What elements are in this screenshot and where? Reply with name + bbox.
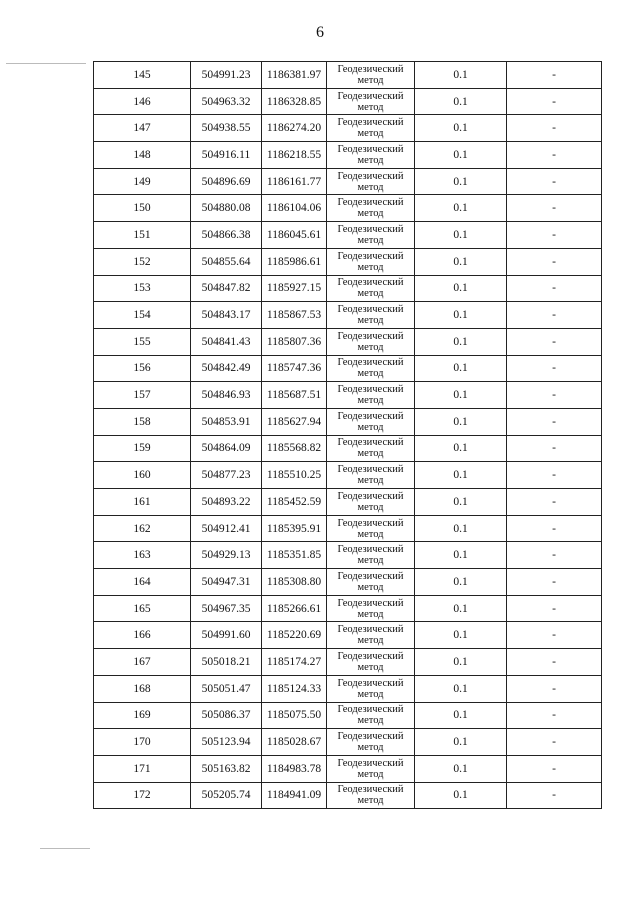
y-coordinate-cell: 1185867.53 (262, 302, 327, 329)
table-row (94, 275, 602, 302)
dash-cell: - (507, 115, 602, 142)
y-coordinate-cell: 1185351.85 (262, 542, 327, 569)
accuracy-cell: 0.1 (415, 622, 507, 649)
dash-cell: - (507, 435, 602, 462)
accuracy-cell: 0.1 (415, 195, 507, 222)
x-coordinate-cell: 504877.23 (191, 462, 262, 489)
dash-cell: - (507, 275, 602, 302)
accuracy-cell: 0.1 (415, 729, 507, 756)
point-number-cell: 164 (94, 569, 191, 596)
table-row (94, 302, 602, 329)
x-coordinate-cell: 504963.32 (191, 88, 262, 115)
point-number-cell: 146 (94, 88, 191, 115)
method-cell: Геодезический метод (327, 88, 415, 115)
accuracy-cell: 0.1 (415, 355, 507, 382)
point-number-cell: 147 (94, 115, 191, 142)
method-cell: Геодезический метод (327, 515, 415, 542)
point-number-cell: 156 (94, 355, 191, 382)
accuracy-cell: 0.1 (415, 489, 507, 516)
point-number-cell: 168 (94, 675, 191, 702)
dash-cell: - (507, 462, 602, 489)
coordinates-table-body (94, 62, 602, 809)
table-row (94, 115, 602, 142)
point-number-cell: 155 (94, 328, 191, 355)
x-coordinate-cell: 504893.22 (191, 489, 262, 516)
method-cell: Геодезический метод (327, 248, 415, 275)
y-coordinate-cell: 1185627.94 (262, 408, 327, 435)
table-row (94, 515, 602, 542)
table-row (94, 729, 602, 756)
point-number-cell: 152 (94, 248, 191, 275)
method-cell: Геодезический метод (327, 328, 415, 355)
dash-cell: - (507, 62, 602, 89)
point-number-cell: 159 (94, 435, 191, 462)
point-number-cell: 166 (94, 622, 191, 649)
method-cell: Геодезический метод (327, 462, 415, 489)
x-coordinate-cell: 504991.23 (191, 62, 262, 89)
table-row (94, 142, 602, 169)
dash-cell: - (507, 569, 602, 596)
y-coordinate-cell: 1186161.77 (262, 168, 327, 195)
dash-cell: - (507, 328, 602, 355)
method-cell: Геодезический метод (327, 755, 415, 782)
x-coordinate-cell: 504991.60 (191, 622, 262, 649)
x-coordinate-cell: 505051.47 (191, 675, 262, 702)
accuracy-cell: 0.1 (415, 62, 507, 89)
table-row (94, 782, 602, 809)
y-coordinate-cell: 1185308.80 (262, 569, 327, 596)
x-coordinate-cell: 505163.82 (191, 755, 262, 782)
accuracy-cell: 0.1 (415, 168, 507, 195)
y-coordinate-cell: 1184983.78 (262, 755, 327, 782)
dash-cell: - (507, 222, 602, 249)
dash-cell: - (507, 142, 602, 169)
accuracy-cell: 0.1 (415, 755, 507, 782)
point-number-cell: 148 (94, 142, 191, 169)
y-coordinate-cell: 1185747.36 (262, 355, 327, 382)
y-coordinate-cell: 1185568.82 (262, 435, 327, 462)
y-coordinate-cell: 1185075.50 (262, 702, 327, 729)
x-coordinate-cell: 504947.31 (191, 569, 262, 596)
dash-cell: - (507, 248, 602, 275)
accuracy-cell: 0.1 (415, 382, 507, 409)
method-cell: Геодезический метод (327, 489, 415, 516)
y-coordinate-cell: 1185807.36 (262, 328, 327, 355)
point-number-cell: 172 (94, 782, 191, 809)
table-row (94, 489, 602, 516)
x-coordinate-cell: 504842.49 (191, 355, 262, 382)
dash-cell: - (507, 729, 602, 756)
method-cell: Геодезический метод (327, 675, 415, 702)
method-cell: Геодезический метод (327, 435, 415, 462)
y-coordinate-cell: 1185395.91 (262, 515, 327, 542)
accuracy-cell: 0.1 (415, 702, 507, 729)
table-row (94, 435, 602, 462)
table-row (94, 328, 602, 355)
accuracy-cell: 0.1 (415, 222, 507, 249)
dash-cell: - (507, 515, 602, 542)
x-coordinate-cell: 505205.74 (191, 782, 262, 809)
table-row (94, 462, 602, 489)
x-coordinate-cell: 504880.08 (191, 195, 262, 222)
point-number-cell: 165 (94, 595, 191, 622)
table-row (94, 248, 602, 275)
x-coordinate-cell: 504841.43 (191, 328, 262, 355)
method-cell: Геодезический метод (327, 355, 415, 382)
dash-cell: - (507, 88, 602, 115)
method-cell: Геодезический метод (327, 622, 415, 649)
point-number-cell: 145 (94, 62, 191, 89)
table-row (94, 675, 602, 702)
y-coordinate-cell: 1185687.51 (262, 382, 327, 409)
table-row (94, 622, 602, 649)
table-row (94, 382, 602, 409)
accuracy-cell: 0.1 (415, 595, 507, 622)
accuracy-cell: 0.1 (415, 302, 507, 329)
table-row (94, 355, 602, 382)
dash-cell: - (507, 382, 602, 409)
x-coordinate-cell: 504855.64 (191, 248, 262, 275)
point-number-cell: 153 (94, 275, 191, 302)
table-row (94, 88, 602, 115)
method-cell: Геодезический метод (327, 302, 415, 329)
margin-mark (6, 63, 86, 64)
y-coordinate-cell: 1185028.67 (262, 729, 327, 756)
accuracy-cell: 0.1 (415, 515, 507, 542)
y-coordinate-cell: 1185986.61 (262, 248, 327, 275)
method-cell: Геодезический метод (327, 62, 415, 89)
method-cell: Геодезический метод (327, 569, 415, 596)
y-coordinate-cell: 1185452.59 (262, 489, 327, 516)
point-number-cell: 162 (94, 515, 191, 542)
x-coordinate-cell: 504929.13 (191, 542, 262, 569)
dash-cell: - (507, 782, 602, 809)
dash-cell: - (507, 649, 602, 676)
y-coordinate-cell: 1186328.85 (262, 88, 327, 115)
y-coordinate-cell: 1185174.27 (262, 649, 327, 676)
coordinates-table (93, 61, 602, 809)
dash-cell: - (507, 542, 602, 569)
dash-cell: - (507, 302, 602, 329)
y-coordinate-cell: 1186045.61 (262, 222, 327, 249)
point-number-cell: 161 (94, 489, 191, 516)
point-number-cell: 171 (94, 755, 191, 782)
dash-cell: - (507, 408, 602, 435)
accuracy-cell: 0.1 (415, 462, 507, 489)
dash-cell: - (507, 489, 602, 516)
y-coordinate-cell: 1185927.15 (262, 275, 327, 302)
x-coordinate-cell: 504864.09 (191, 435, 262, 462)
method-cell: Геодезический метод (327, 782, 415, 809)
y-coordinate-cell: 1185266.61 (262, 595, 327, 622)
accuracy-cell: 0.1 (415, 435, 507, 462)
x-coordinate-cell: 504847.82 (191, 275, 262, 302)
point-number-cell: 169 (94, 702, 191, 729)
dash-cell: - (507, 355, 602, 382)
method-cell: Геодезический метод (327, 702, 415, 729)
y-coordinate-cell: 1186381.97 (262, 62, 327, 89)
table-row (94, 569, 602, 596)
x-coordinate-cell: 504916.11 (191, 142, 262, 169)
table-row (94, 542, 602, 569)
y-coordinate-cell: 1185124.33 (262, 675, 327, 702)
x-coordinate-cell: 505018.21 (191, 649, 262, 676)
x-coordinate-cell: 504967.35 (191, 595, 262, 622)
point-number-cell: 157 (94, 382, 191, 409)
dash-cell: - (507, 595, 602, 622)
method-cell: Геодезический метод (327, 649, 415, 676)
table-row (94, 168, 602, 195)
accuracy-cell: 0.1 (415, 408, 507, 435)
table-row (94, 649, 602, 676)
point-number-cell: 170 (94, 729, 191, 756)
x-coordinate-cell: 504853.91 (191, 408, 262, 435)
x-coordinate-cell: 504843.17 (191, 302, 262, 329)
table-row (94, 195, 602, 222)
point-number-cell: 160 (94, 462, 191, 489)
accuracy-cell: 0.1 (415, 782, 507, 809)
y-coordinate-cell: 1186274.20 (262, 115, 327, 142)
x-coordinate-cell: 504912.41 (191, 515, 262, 542)
method-cell: Геодезический метод (327, 222, 415, 249)
dash-cell: - (507, 168, 602, 195)
method-cell: Геодезический метод (327, 382, 415, 409)
point-number-cell: 150 (94, 195, 191, 222)
accuracy-cell: 0.1 (415, 649, 507, 676)
dash-cell: - (507, 195, 602, 222)
point-number-cell: 158 (94, 408, 191, 435)
x-coordinate-cell: 505123.94 (191, 729, 262, 756)
y-coordinate-cell: 1185510.25 (262, 462, 327, 489)
dash-cell: - (507, 675, 602, 702)
point-number-cell: 151 (94, 222, 191, 249)
dash-cell: - (507, 702, 602, 729)
accuracy-cell: 0.1 (415, 88, 507, 115)
table-row (94, 755, 602, 782)
method-cell: Геодезический метод (327, 168, 415, 195)
table-row (94, 62, 602, 89)
method-cell: Геодезический метод (327, 408, 415, 435)
x-coordinate-cell: 504866.38 (191, 222, 262, 249)
dash-cell: - (507, 755, 602, 782)
method-cell: Геодезический метод (327, 115, 415, 142)
y-coordinate-cell: 1184941.09 (262, 782, 327, 809)
x-coordinate-cell: 504846.93 (191, 382, 262, 409)
page-number: 6 (316, 24, 324, 41)
point-number-cell: 167 (94, 649, 191, 676)
method-cell: Геодезический метод (327, 275, 415, 302)
accuracy-cell: 0.1 (415, 569, 507, 596)
x-coordinate-cell: 504896.69 (191, 168, 262, 195)
method-cell: Геодезический метод (327, 542, 415, 569)
dash-cell: - (507, 622, 602, 649)
method-cell: Геодезический метод (327, 142, 415, 169)
y-coordinate-cell: 1186218.55 (262, 142, 327, 169)
table-row (94, 702, 602, 729)
table-row (94, 408, 602, 435)
accuracy-cell: 0.1 (415, 142, 507, 169)
accuracy-cell: 0.1 (415, 115, 507, 142)
accuracy-cell: 0.1 (415, 248, 507, 275)
accuracy-cell: 0.1 (415, 675, 507, 702)
x-coordinate-cell: 504938.55 (191, 115, 262, 142)
y-coordinate-cell: 1186104.06 (262, 195, 327, 222)
accuracy-cell: 0.1 (415, 328, 507, 355)
table-row (94, 595, 602, 622)
point-number-cell: 149 (94, 168, 191, 195)
y-coordinate-cell: 1185220.69 (262, 622, 327, 649)
method-cell: Геодезический метод (327, 595, 415, 622)
method-cell: Геодезический метод (327, 195, 415, 222)
point-number-cell: 154 (94, 302, 191, 329)
point-number-cell: 163 (94, 542, 191, 569)
method-cell: Геодезический метод (327, 729, 415, 756)
table-row (94, 222, 602, 249)
accuracy-cell: 0.1 (415, 275, 507, 302)
accuracy-cell: 0.1 (415, 542, 507, 569)
margin-mark (40, 848, 90, 849)
x-coordinate-cell: 505086.37 (191, 702, 262, 729)
